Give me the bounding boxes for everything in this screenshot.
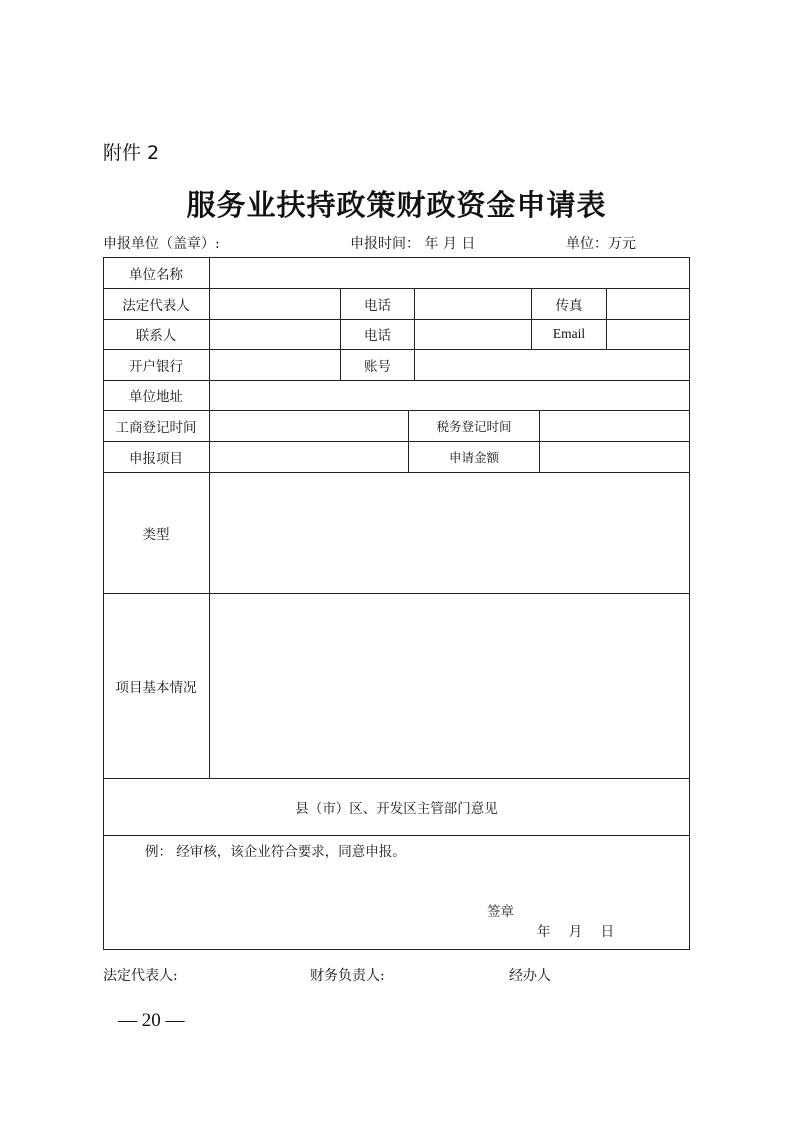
phone-label: 电话 bbox=[364, 297, 391, 314]
amount-field[interactable] bbox=[540, 441, 689, 472]
contact-phone-label: 电话 bbox=[364, 328, 391, 344]
contact-field[interactable] bbox=[210, 319, 340, 349]
amount-label: 申请金额 bbox=[448, 449, 499, 465]
opinion-example-text: 例： 经审核，该企业符合要求，同意申报。 bbox=[145, 844, 406, 860]
unit-name-label: 单位名称 bbox=[129, 266, 183, 283]
page-number: — 20 — bbox=[118, 1010, 185, 1031]
phone-field[interactable] bbox=[415, 288, 531, 319]
contact-label: 联系人 bbox=[135, 328, 177, 344]
type-field[interactable] bbox=[210, 472, 689, 593]
bank-field[interactable] bbox=[210, 349, 340, 380]
account-field[interactable] bbox=[415, 349, 689, 380]
attachment-label: 附件 2 bbox=[103, 142, 160, 164]
project-field[interactable] bbox=[210, 441, 408, 472]
currency-unit-label: 单位：万元 bbox=[566, 236, 636, 252]
account-label: 账号 bbox=[364, 358, 391, 375]
fax-field[interactable] bbox=[607, 288, 689, 319]
contact-phone-field[interactable] bbox=[415, 319, 531, 349]
bank-label: 开户银行 bbox=[129, 358, 183, 375]
footer-finance-head: 财务负责人: bbox=[310, 968, 385, 984]
fax-label: 传真 bbox=[555, 297, 583, 314]
opinion-title: 县（市）区、开发区主管部门意见 bbox=[295, 800, 498, 817]
project-label: 申报项目 bbox=[129, 450, 183, 467]
legal-rep-label: 法定代表人 bbox=[122, 297, 190, 314]
applicant-label: 申报单位（盖章）: bbox=[103, 236, 220, 252]
apply-time-label: 申报时间： 年 月 日 bbox=[350, 236, 476, 252]
biz-reg-time-field[interactable] bbox=[210, 410, 408, 441]
project-info-field[interactable] bbox=[210, 593, 689, 778]
form-title: 服务业扶持政策财政资金申请表 bbox=[186, 188, 607, 222]
tax-reg-time-label: 税务登记时间 bbox=[436, 418, 512, 434]
tax-reg-time-field[interactable] bbox=[540, 410, 689, 441]
opinion-date-label: 年 月 日 bbox=[537, 924, 615, 940]
footer-legal-rep: 法定代表人: bbox=[103, 968, 178, 984]
address-field[interactable] bbox=[210, 380, 689, 410]
unit-name-field[interactable] bbox=[210, 257, 689, 288]
legal-rep-field[interactable] bbox=[210, 288, 340, 319]
biz-reg-time-label: 工商登记时间 bbox=[115, 419, 197, 436]
type-label: 类型 bbox=[142, 526, 170, 543]
email-field[interactable] bbox=[607, 319, 689, 349]
project-info-label: 项目基本情况 bbox=[115, 679, 197, 696]
email-label: Email bbox=[552, 326, 586, 341]
address-label: 单位地址 bbox=[129, 389, 183, 405]
seal-label: 签章 bbox=[487, 904, 514, 920]
footer-handler: 经办人 bbox=[509, 968, 551, 984]
